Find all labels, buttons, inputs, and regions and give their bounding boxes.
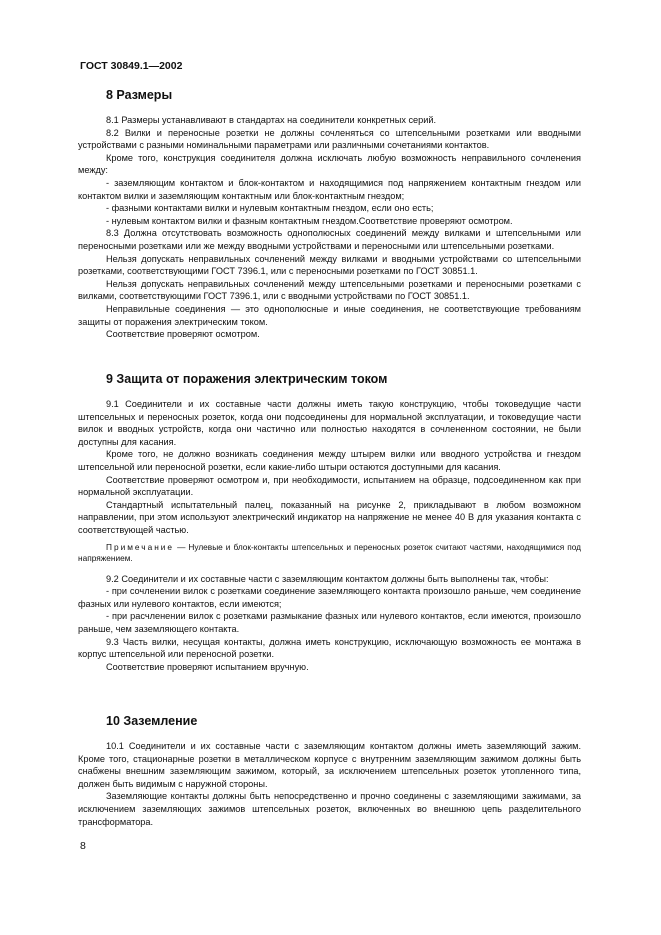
standard-header: ГОСТ 30849.1—2002 <box>80 60 183 72</box>
note <box>78 542 581 565</box>
page-number: 8 <box>80 840 86 852</box>
paragraph: Нельзя допускать неправильных сочленений между вилками и вводными устройствами со штепсельными розетками, соответствующими ГОСТ 7396.1, или с переносными розетками по ГОСТ 30851.1. <box>78 253 581 277</box>
paragraph: Заземляющие контакты должны быть непосредственно и прочно соединены с заземляющими зажимами, за исключением заземляющих зажимов штепсельных розеток, включенных во внешнюю цепь разделительного трансформатора. <box>78 791 581 827</box>
paragraph: Соответствие проверяют испытанием вручную. <box>106 661 309 672</box>
paragraph: Нельзя допускать неправильных сочленений между штепсельными розетками и переносными розетками с вилками, соответствующими ГОСТ 7396.1, или с вводными устройствами по ГОСТ 30851.1. <box>78 278 581 302</box>
section-body <box>78 114 581 341</box>
list-item: - нулевым контактом вилки и фазным контактным гнездом.Соответствие проверяют осмотром. <box>106 215 513 226</box>
list-item: - заземляющим контактом и блок-контактом и находящимися под напряжением контактным гнездом или контактом вилки и заземляющим контактным или блок-контактным гнездом; <box>78 177 581 201</box>
section-9 <box>78 372 581 673</box>
section-10 <box>78 714 581 828</box>
paragraph: 9.1 Соединители и их составные части должны иметь такую конструкцию, чтобы токоведущие части штепсельных и переносных розеток, когда они подсоединены для нормальной эксплуатации, и токоведущие части вилок и вводных устройств, когда они частично или полностью находятся в сочлененном состоянии, не были доступны для касания. <box>78 399 581 447</box>
paragraph: 8.2 Вилки и переносные розетки не должны сочленяться со штепсельными розетками или вводными устройствами с разными номинальными параметрами или различными сочетаниями контактов. <box>78 127 581 151</box>
paragraph: Стандартный испытательный палец, показанный на рисунке 2, прикладывают в любом возможном направлении, при этом используют электрический индикатор на напряжение не менее 40 В для указания контакта с соответствующей частью. <box>78 499 581 535</box>
list-item: - при сочленении вилок с розетками соединение заземляющего контакта произошло раньше, чем соединение фазных или нулевого контактов, если имеются; <box>78 586 581 609</box>
section-body <box>78 398 581 673</box>
section-title: 9 Защита от поражения электрическим током <box>106 372 388 386</box>
paragraph: Кроме того, конструкция соединителя должна исключать любую возможность неправильного сочленения между: <box>78 152 581 176</box>
section-title: 10 Заземление <box>106 714 198 728</box>
note-label: Примечание <box>106 541 175 552</box>
section-title: 8 Размеры <box>106 88 173 102</box>
section-body <box>78 740 581 828</box>
paragraph: 9.3 Часть вилки, несущая контакты, должна иметь конструкцию, исключающую возможность ее монтажа в корпус штепсельной или переносной розетки. <box>78 636 581 660</box>
list-item: - фазными контактами вилки и нулевым контактным гнездом, если оно есть; <box>106 203 434 214</box>
paragraph: Соответствие проверяют осмотром. <box>106 329 260 340</box>
list-item: - при расчленении вилок с розетками размыкание фазных или нулевого контактов, если имеются, произошло раньше, чем заземляющего контакта. <box>78 611 581 634</box>
paragraph: 8.1 Размеры устанавливают в стандартах на соединители конкретных серий. <box>106 115 437 125</box>
section-8 <box>78 88 581 341</box>
paragraph: 9.2 Соединители и их составные части с заземляющим контактом должны быть выполнены так, чтобы: <box>106 573 549 584</box>
note-text: — Нулевые и блок-контакты штепсельных и переносных розеток считают частями, находящимися под напряжением. <box>78 541 581 564</box>
paragraph: 10.1 Соединители и их составные части с заземляющим контактом должны иметь заземляющий зажим. Кроме того, стационарные розетки в металлическом корпусе с внутренним заземляющим зажимом должны быть снабжены внешним заземляющим зажимом, который, за исключением штепсельных розеток утопленного типа, должен быть видимым с наружной стороны. <box>78 741 581 789</box>
paragraph: Соответствие проверяют осмотром и, при необходимости, испытанием на образце, подсоединенном как при нормальной эксплуатации. <box>78 474 581 498</box>
paragraph: 8.3 Должна отсутствовать возможность однополюсных соединений между вилками и штепсельными или переносными розетками или же между вводными устройствами и переносными или штепсельными розетками. <box>78 228 581 251</box>
paragraph: Неправильные соединения — это однополюсные и иные соединения, не соответствующие требованиям защиты от поражения электрическим током. <box>78 303 581 327</box>
paragraph: Кроме того, не должно возникать соединения между штырем вилки или вводного устройства и гнездом штепсельной или переносной розетки, если какие-либо штыри остаются доступными для касания. <box>78 449 581 472</box>
